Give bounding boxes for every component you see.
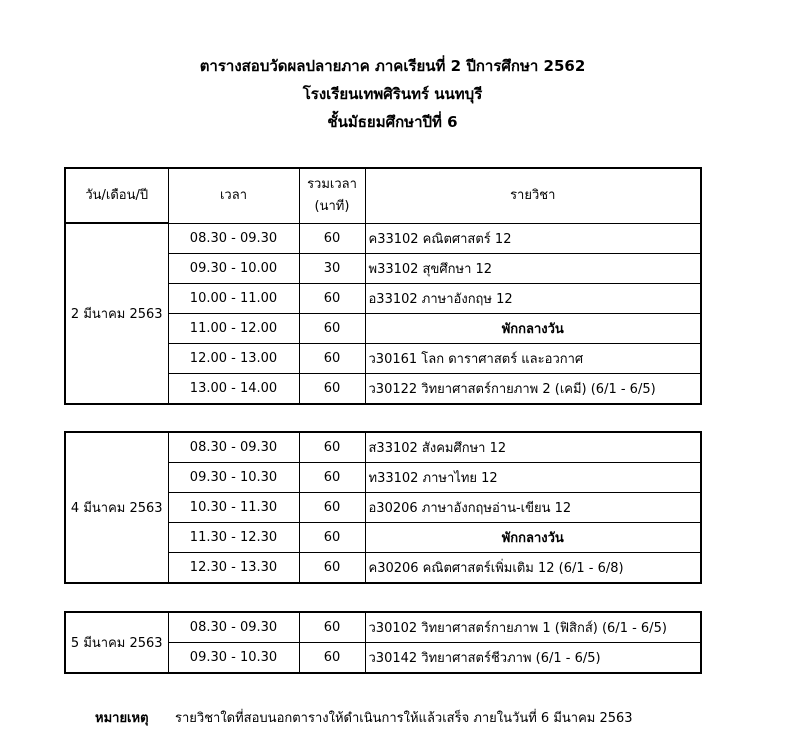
exam-minutes: 60 xyxy=(299,523,365,553)
exam-date: 2 มีนาคม 2563 xyxy=(65,223,168,404)
exam-subject: ว30102 วิทยาศาสตร์กายภาพ 1 (ฟิสิกส์) (6/1 - 6/5) xyxy=(365,612,701,643)
exam-time: 10.00 - 11.00 xyxy=(168,283,299,313)
exam-minutes: 60 xyxy=(299,643,365,674)
exam-minutes: 60 xyxy=(299,553,365,584)
exam-time: 08.30 - 09.30 xyxy=(168,223,299,253)
exam-time: 10.30 - 11.30 xyxy=(168,493,299,523)
grade-level: ชั้นมัธยมศึกษาปีที่ 6 xyxy=(327,113,458,131)
exam-minutes: 60 xyxy=(299,463,365,493)
exam-time: 09.30 - 10.30 xyxy=(168,643,299,674)
exam-minutes: 60 xyxy=(299,612,365,643)
table-row xyxy=(65,223,701,253)
exam-table-day-3 xyxy=(64,611,702,674)
exam-minutes: 60 xyxy=(299,343,365,373)
exam-date: 4 มีนาคม 2563 xyxy=(65,432,168,583)
exam-minutes: 30 xyxy=(299,253,365,283)
exam-subject: พ33102 สุขศึกษา 12 xyxy=(365,253,701,283)
header-minutes xyxy=(299,168,365,223)
exam-table-day-1 xyxy=(64,167,702,405)
table-row xyxy=(65,432,701,463)
exam-subject: ค33102 คณิตศาสตร์ 12 xyxy=(365,223,701,253)
table-row xyxy=(65,612,701,643)
exam-subject: ว30122 วิทยาศาสตร์กายภาพ 2 (เคมี) (6/1 - 6/5) xyxy=(365,373,701,404)
school-name: โรงเรียนเทพศิรินทร์ นนทบุรี xyxy=(302,85,483,103)
exam-time: 08.30 - 09.30 xyxy=(168,612,299,643)
exam-subject: ว30142 วิทยาศาสตร์ชีวภาพ (6/1 - 6/5) xyxy=(365,643,701,674)
exam-minutes: 60 xyxy=(299,432,365,463)
exam-time: 11.00 - 12.00 xyxy=(168,313,299,343)
lunch-break: พักกลางวัน xyxy=(365,523,701,553)
page-title: ตารางสอบวัดผลปลายภาค ภาคเรียนที่ 2 ปีการศึกษา 2562 xyxy=(199,57,586,75)
header-subject: รายวิชา xyxy=(365,168,701,223)
document-header xyxy=(0,52,785,136)
exam-time: 09.30 - 10.30 xyxy=(168,463,299,493)
exam-date: 5 มีนาคม 2563 xyxy=(65,612,168,673)
exam-subject: ท33102 ภาษาไทย 12 xyxy=(365,463,701,493)
exam-time: 13.00 - 14.00 xyxy=(168,373,299,404)
header-date: วัน/เดือน/ปี xyxy=(65,168,168,223)
exam-time: 12.00 - 13.00 xyxy=(168,343,299,373)
exam-time: 09.30 - 10.00 xyxy=(168,253,299,283)
footnote-label: หมายเหตุ xyxy=(95,711,149,726)
exam-minutes: 60 xyxy=(299,493,365,523)
exam-minutes: 60 xyxy=(299,283,365,313)
header-minutes-line1: รวมเวลา xyxy=(307,176,357,192)
exam-subject: ว30161 โลก ดาราศาสตร์ และอวกาศ xyxy=(365,343,701,373)
exam-time: 08.30 - 09.30 xyxy=(168,432,299,463)
exam-minutes: 60 xyxy=(299,223,365,253)
lunch-break: พักกลางวัน xyxy=(365,313,701,343)
footnote xyxy=(95,707,633,728)
exam-subject: อ30206 ภาษาอังกฤษอ่าน-เขียน 12 xyxy=(365,493,701,523)
exam-subject: ค30206 คณิตศาสตร์เพิ่มเติม 12 (6/1 - 6/8) xyxy=(365,553,701,584)
exam-subject: ส33102 สังคมศึกษา 12 xyxy=(365,432,701,463)
exam-time: 11.30 - 12.30 xyxy=(168,523,299,553)
footnote-text: รายวิชาใดที่สอบนอกตารางให้ดำเนินการให้แล้วเสร็จ ภายในวันที่ 6 มีนาคม 2563 xyxy=(175,711,633,726)
exam-time: 12.30 - 13.30 xyxy=(168,553,299,584)
exam-minutes: 60 xyxy=(299,313,365,343)
table-header-row xyxy=(65,168,701,223)
exam-table-day-2 xyxy=(64,431,702,584)
exam-subject: อ33102 ภาษาอังกฤษ 12 xyxy=(365,283,701,313)
exam-minutes: 60 xyxy=(299,373,365,404)
header-minutes-line2: (นาที) xyxy=(314,198,350,214)
header-time: เวลา xyxy=(168,168,299,223)
